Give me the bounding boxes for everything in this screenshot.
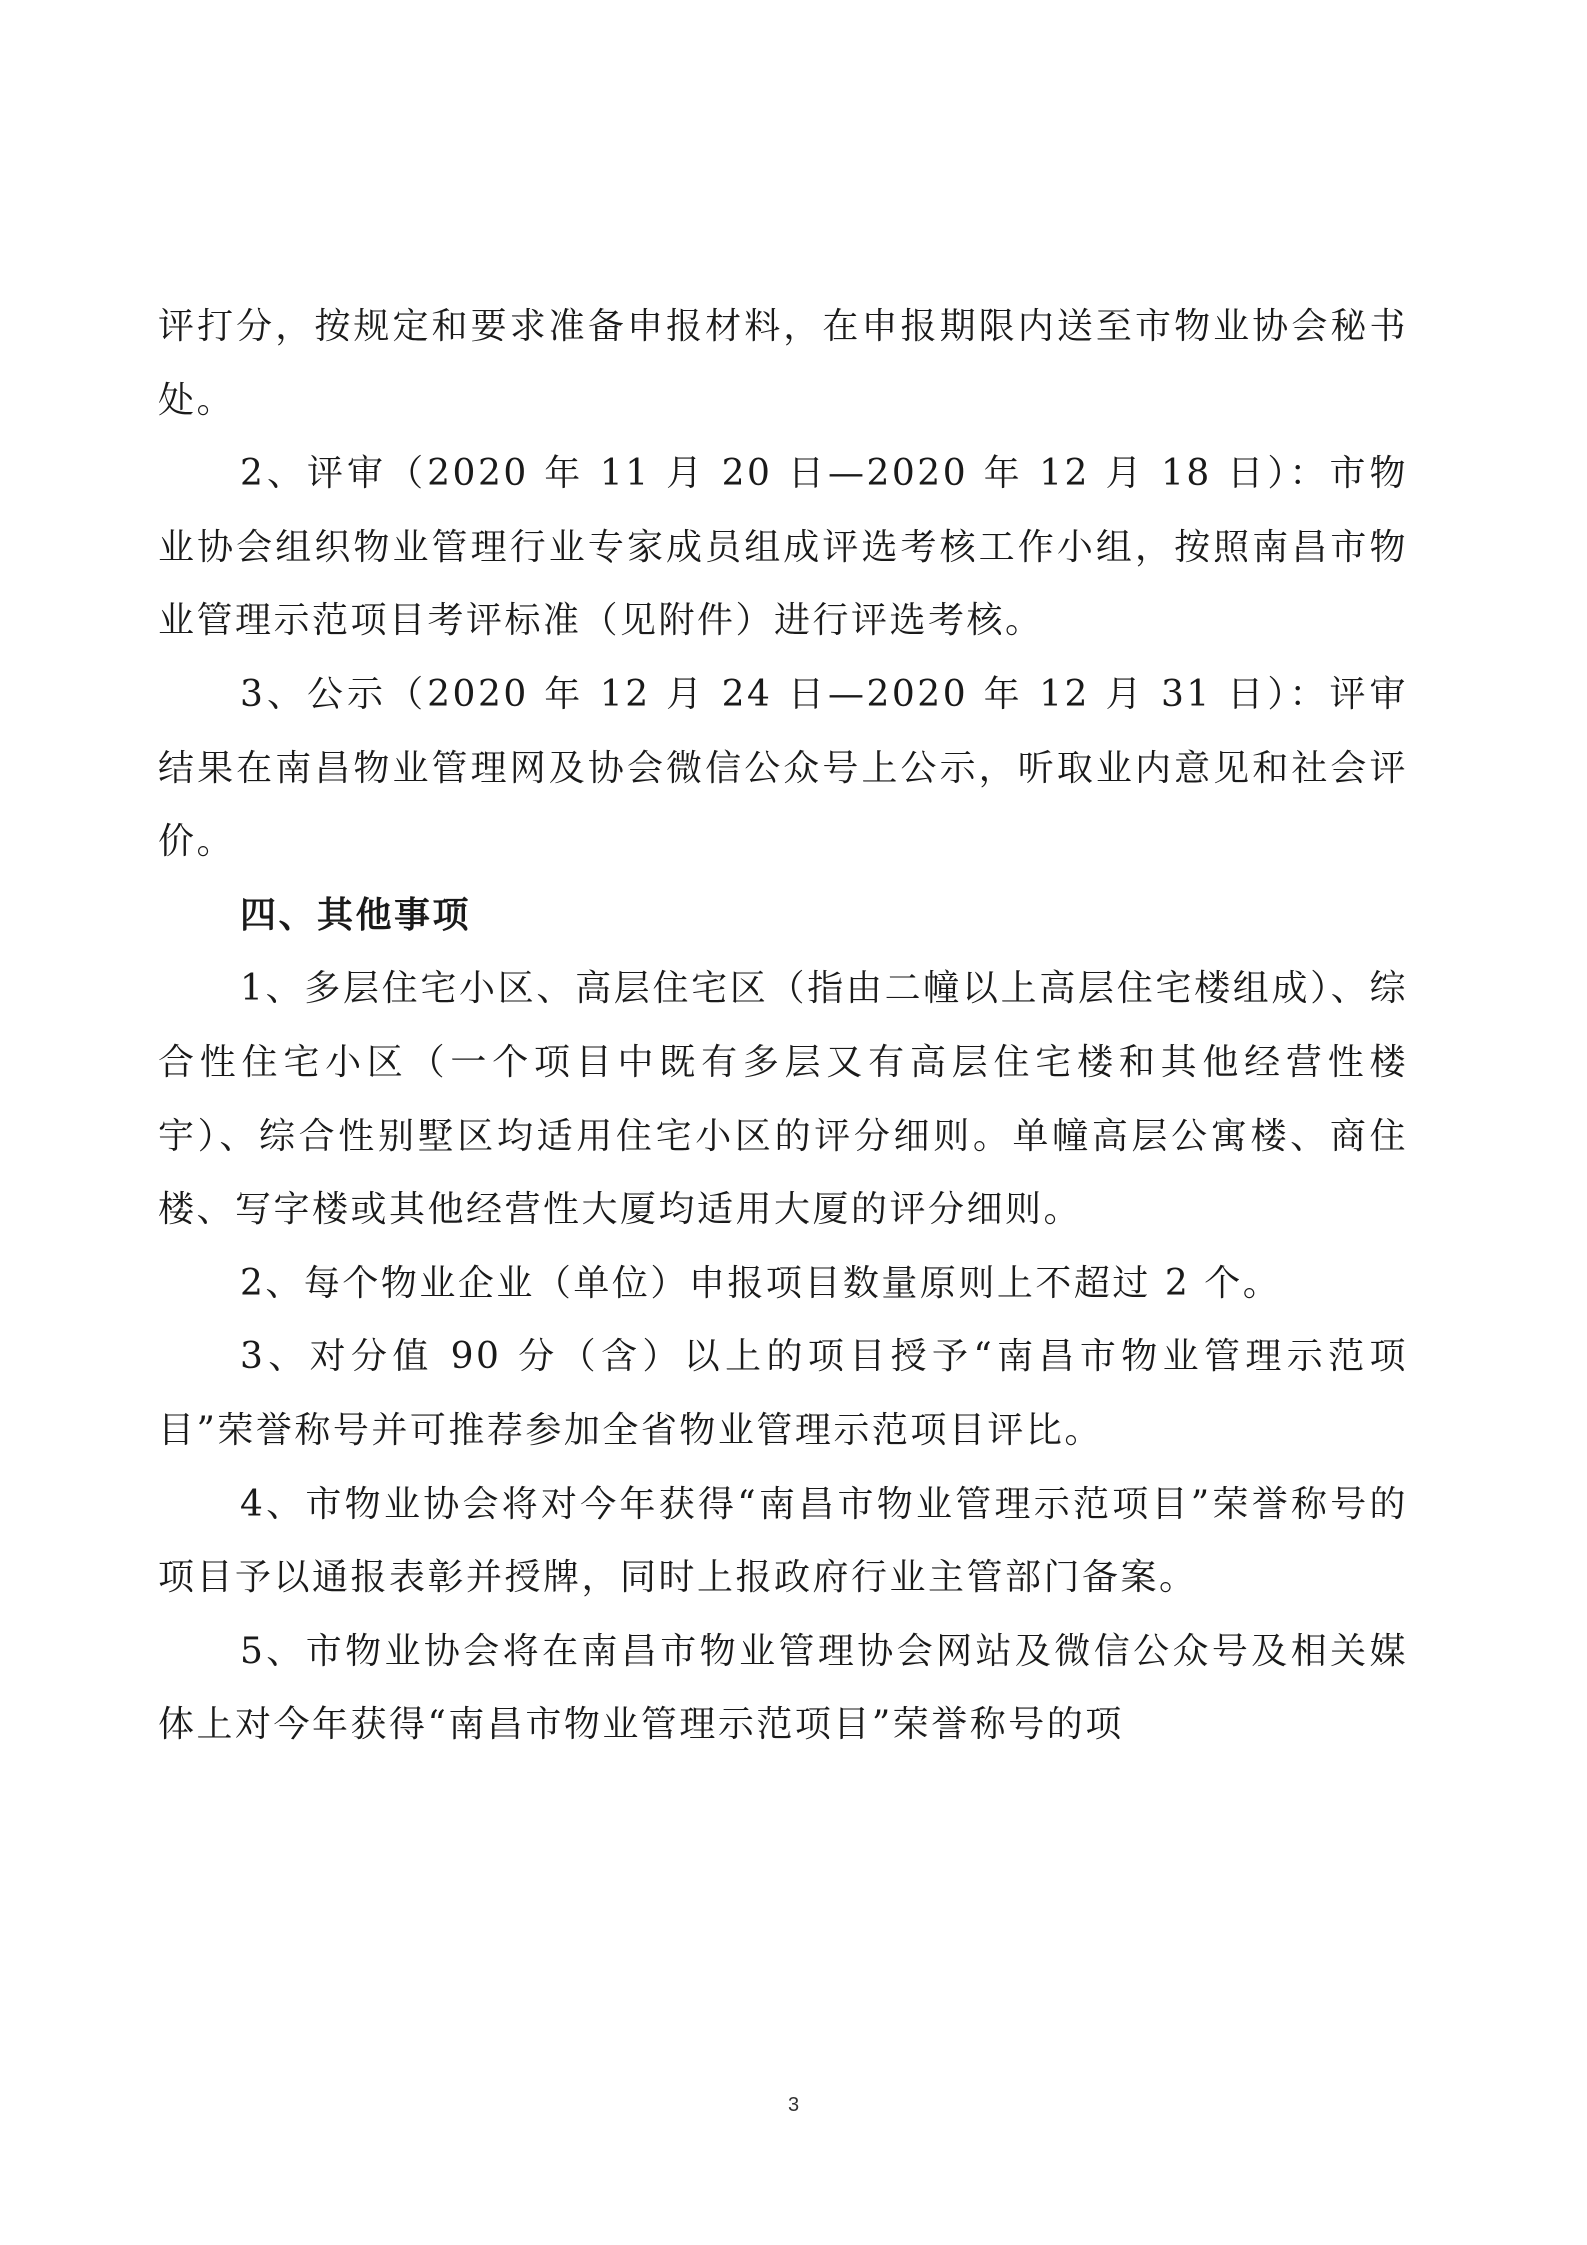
page-number: 3 [787, 2094, 800, 2116]
paragraph-publicity: 3、公示（2020 年 12 月 24 日—2020 年 12 月 31 日）：评审结果在南昌物业管理网及协会微信公众号上公示，听取业内意见和社会评价。 [158, 673, 1408, 863]
paragraph-item-3: 3、对分值 90 分（含）以上的项目授予“南昌市物业管理示范项目”荣誉称号并可推荐参加全省物业管理示范项目评比。 [158, 1336, 1408, 1451]
paragraph-item-5: 5、市物业协会将在南昌市物业管理协会网站及微信公众号及相关媒体上对今年获得“南昌市物业管理示范项目”荣誉称号的项 [158, 1630, 1408, 1746]
paragraph-review: 2、评审（2020 年 11 月 20 日—2020 年 12 月 18 日）：市物业协会组织物业管理行业专家成员组成评选考核工作小组，按照南昌市物业管理示范项目考评标准（见附件）进行评选考核。 [158, 453, 1408, 642]
section-heading-other-matters: 四、其他事项 [240, 894, 472, 936]
paragraph-item-4: 4、市物业协会将对今年获得“南昌市物业管理示范项目”荣誉称号的项目予以通报表彰并授牌，同时上报政府行业主管部门备案。 [158, 1483, 1408, 1599]
paragraph-item-1: 1、多层住宅小区、高层住宅区（指由二幢以上高层住宅楼组成）、综合性住宅小区（一个项目中既有多层又有高层住宅楼和其他经营性楼宇）、综合性别墅区均适用住宅小区的评分细则。单幢高层公寓楼、商住楼、写字楼或其他经营性大厦均适用大厦的评分细则。 [158, 968, 1408, 1231]
paragraph-continuation: 评打分，按规定和要求准备申报材料，在申报期限内送至市物业协会秘书处。 [158, 306, 1408, 421]
body-text [158, 290, 1408, 1762]
paragraph-item-2: 2、每个物业企业（单位）申报项目数量原则上不超过 2 个。 [240, 1262, 1282, 1304]
